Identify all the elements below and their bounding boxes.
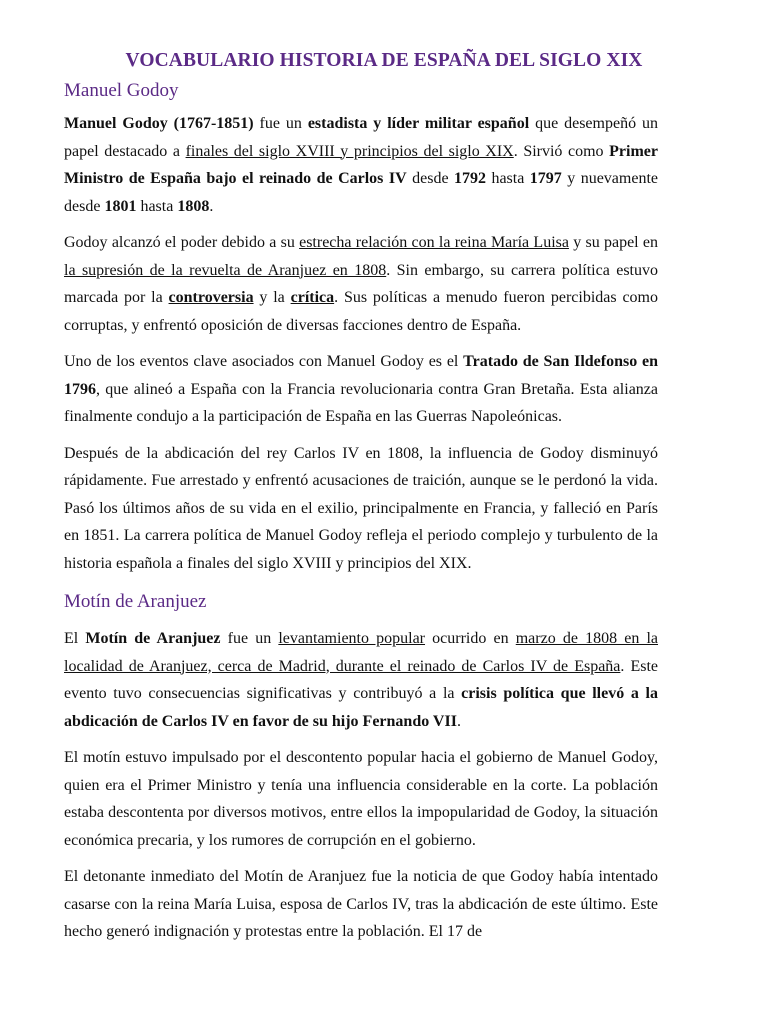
text-run: hasta	[136, 197, 178, 215]
emphasized-text: Primer Ministro de España bajo el reinado de Carlos IV	[64, 142, 659, 187]
text-run: .	[209, 197, 214, 215]
emphasized-text: controversia	[168, 289, 254, 306]
paragraph	[64, 863, 658, 946]
paragraph	[64, 348, 658, 431]
text-run: y su papel en	[568, 234, 658, 251]
text-run: El detonante inmediato del Motín de Aranjuez fue la noticia de que Godoy había intentado casarse con la reina María Luisa, esposa de Carlos IV, tras la abdicación de este último. Este hecho generó indignación y protestas entre la población. El 17 de	[64, 868, 658, 940]
text-run: que desempeñó un papel destacado a	[64, 115, 658, 160]
emphasized-text: estrecha relación con la reina María Luisa	[299, 234, 569, 251]
emphasized-text: crisis política que llevó a la abdicación de Carlos IV en favor de su hijo Fernando VII	[64, 685, 658, 730]
paragraph	[64, 744, 658, 854]
text-run: . Sus políticas a menudo fueron percibidas como corruptas, y enfrentó oposición de diversas facciones dentro de España.	[64, 289, 658, 334]
text-run: Godoy alcanzó el poder debido a su	[64, 234, 300, 251]
document-title: VOCABULARIO HISTORIA DE ESPAÑA DEL SIGLO XIX	[125, 50, 643, 71]
text-run: hasta	[486, 170, 530, 187]
paragraph	[64, 440, 658, 578]
emphasized-text: 1792	[454, 170, 486, 187]
emphasized-text: finales del siglo XVIII y principios del siglo XIX	[185, 142, 514, 160]
text-run: , que alineó a España con la Francia revolucionaria contra Gran Bretaña. Esta alianza finalmente condujo a la participación de España en las Guerras Napoleónicas.	[64, 380, 658, 425]
text-run: .	[456, 712, 461, 730]
text-run: . Sirvió como	[513, 142, 610, 160]
emphasized-text: 1808	[177, 197, 210, 215]
text-run: fue un	[253, 115, 308, 132]
section-heading-motin-de-aranjuez: Motín de Aranjuez	[64, 591, 207, 612]
text-run: . Este evento tuvo consecuencias significativas y contribuyó a la	[64, 657, 659, 702]
text-run: desde	[406, 170, 454, 187]
paragraph	[64, 229, 658, 339]
emphasized-text: Tratado de San Ildefonso en 1796	[64, 353, 659, 398]
text-run: y la	[253, 289, 291, 306]
emphasized-text: levantamiento popular	[278, 630, 426, 647]
text-run: El motín estuvo impulsado por el descontento popular hacia el gobierno de Manuel Godoy, quien era el Primer Ministro y tenía una influencia considerable en la corte. La población estaba descontenta por diversos motivos, entre ellos la impopularidad de Godoy, la situación económica precaria, y los rumores de corrupción en el gobierno.	[64, 749, 658, 849]
text-run: . Sin embargo, su carrera política estuvo marcada por la	[64, 261, 659, 306]
text-run: Después de la abdicación del rey Carlos IV en 1808, la influencia de Godoy disminuyó rápidamente. Fue arrestado y enfrentó acusaciones de traición, aunque se le perdonó la vida. Pasó los últimos años de su vida en el exilio, principalmente en Francia, y falleció en París en 1851. La carrera política de Manuel Godoy refleja el periodo complejo y turbulento de la historia española a finales del siglo XVIII y principios del XIX.	[64, 444, 658, 572]
emphasized-text: Manuel Godoy (1767-1851)	[64, 115, 254, 132]
text-run: fue un	[220, 630, 279, 647]
text-run: El	[64, 630, 86, 647]
emphasized-text: 1801	[104, 197, 137, 215]
emphasized-text: estadista y líder militar español	[307, 115, 530, 132]
text-run: Uno de los eventos clave asociados con Manuel Godoy es el	[64, 353, 464, 370]
paragraph	[64, 110, 658, 220]
emphasized-text: la supresión de la revuelta de Aranjuez en 1808	[64, 261, 387, 279]
emphasized-text: Motín de Aranjuez	[85, 630, 221, 647]
emphasized-text: crítica	[290, 289, 335, 306]
paragraph	[64, 625, 658, 735]
emphasized-text: marzo de 1808 en la localidad de Aranjuez, cerca de Madrid, durante el reinado de Carlos IV de España	[64, 630, 659, 675]
text-run: ocurrido en	[425, 630, 516, 647]
section-body-motin-de-aranjuez	[64, 625, 658, 946]
section-body-manuel-godoy	[64, 110, 658, 577]
section-heading-manuel-godoy: Manuel Godoy	[64, 80, 179, 101]
text-run: y nuevamente desde	[64, 170, 659, 215]
emphasized-text: 1797	[529, 170, 562, 187]
